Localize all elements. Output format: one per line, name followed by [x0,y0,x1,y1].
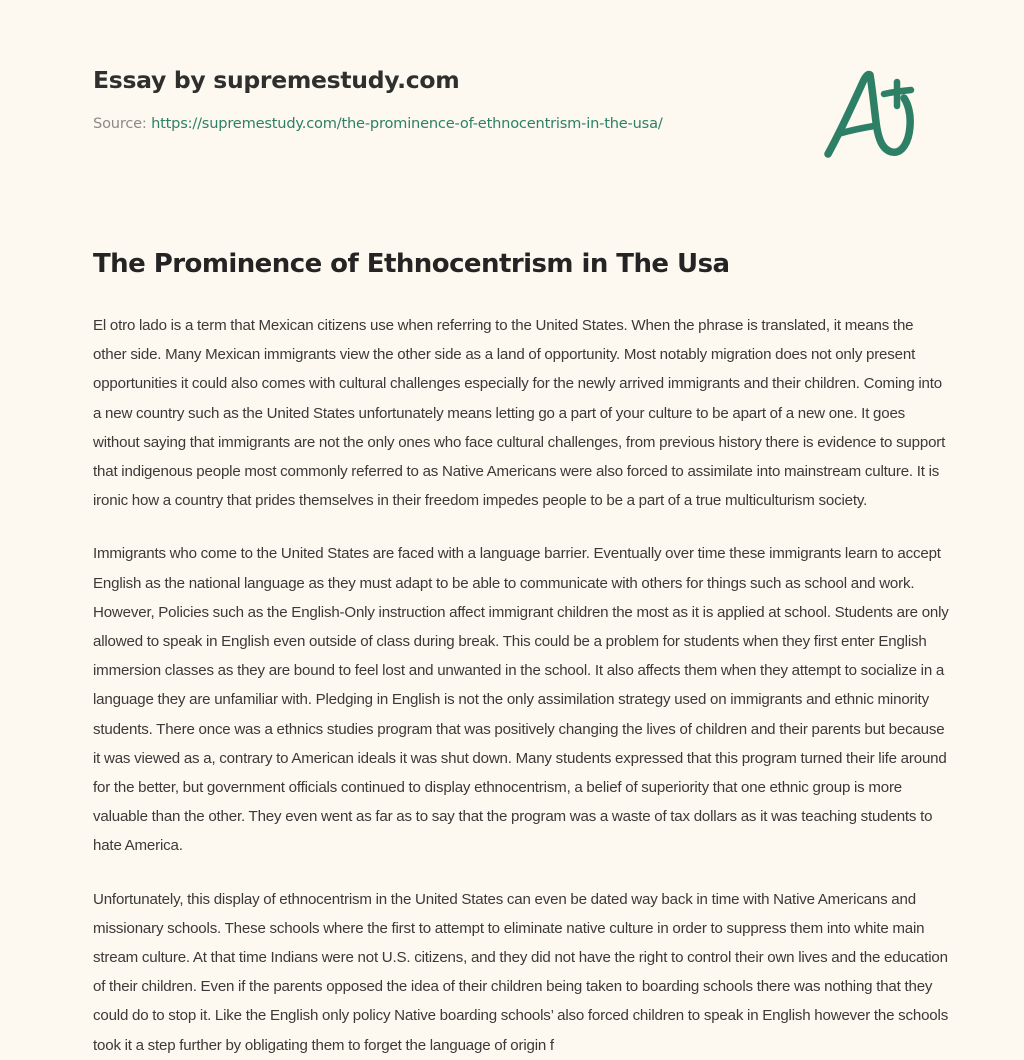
source-label: Source: [93,115,147,133]
article-paragraph: El otro lado is a term that Mexican citizens use when referring to the United States. When the phrase is translated, it means the other side. Many Mexican immigrants view the other side as a land of opportunity. Most notably migration does not only present opportunities it could also comes with cultural challenges especially for the newly arrived immigrants and their children. Coming into a new country such as the United States unfortunately means letting go a part of your culture to be apart of a new one. It goes without saying that immigrants are not the only ones who face cultural challenges, from previous history there is evidence to support that indigenous people most commonly referred to as Native Americans were also forced to assimilate into mainstream culture. It is ironic how a country that prides themselves in their freedom impedes people to be a part of a true multiculturism society. [93,317,946,510]
aplus-logo[interactable] [812,62,924,166]
article-paragraph: Immigrants who come to the United States are faced with a language barrier. Eventually over time these immigrants learn to accept English as the national language as they must adapt to be able to communicate with others for things such as school and work. However, Policies such as the English-Only instruction affect immigrant children the most as it is applied at school. Students are only allowed to speak in English even outside of class during break. This could be a problem for students when they first enter English immersion classes as they are bound to feel lost and unwanted in the school. It also affects them when they attempt to socialize in a language they are unfamiliar with. Pledging in English is not the only assimilation strategy used on immigrants and ethnic minority students. There once was a ethnics studies program that was positively changing the lives of children and their parents but because it was viewed as a, contrary to American ideals it was shut down. Many students expressed that this program turned their life around for the better, but government officials continued to display ethnocentrism, a belief of superiority that one ethnic group is more valuable than the other. They even went as far as to say that the program was a waste of tax dollars as it was teaching students to hate America. [93,545,949,855]
article-body [93,311,949,1060]
page-header [93,66,793,134]
source-url-link[interactable]: https://supremestudy.com/the-prominence-of-ethnocentrism-in-the-usa/ [151,115,663,133]
article-title: The Prominence of Ethnocentrism in The Usa [93,249,730,279]
article-paragraph: Unfortunately, this display of ethnocentrism in the United States can even be dated way back in time with Native Americans and missionary schools. These schools where the first to attempt to eliminate native culture in order to suppress them into white main stream culture. At that time Indians were not U.S. citizens, and they did not have the right to control their own lives and the education of their children. Even if the parents opposed the idea of their children being taken to boarding schools there was nothing that they could do to stop it. Like the English only policy Native boarding schools’ also forced children to speak in English however the schools took it a step further by obligating them to forget the language of origin f [93,890,949,1054]
source-line [93,115,793,134]
aplus-logo-icon [812,62,924,166]
site-attribution-title: Essay by supremestudy.com [93,66,460,94]
